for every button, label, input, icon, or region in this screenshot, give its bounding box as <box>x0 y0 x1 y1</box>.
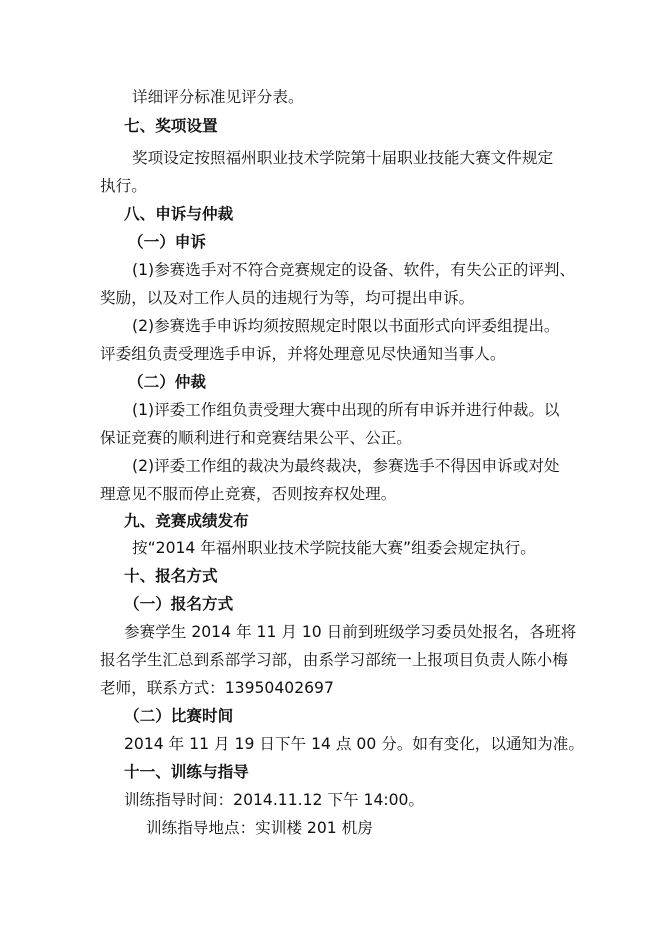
paragraph-line: 报名学生汇总到系部学习部，由系学习部统一上报项目负责人陈小梅 <box>100 651 568 669</box>
subsection-heading: （一）申诉 <box>128 233 206 251</box>
section-heading: 十、报名方式 <box>124 567 218 585</box>
subsection-heading: （二）比赛时间 <box>124 707 234 725</box>
paragraph-line: 理意见不服而停止竞赛，否则按弃权处理。 <box>100 485 397 503</box>
paragraph-line: (1)参赛选手对不符合竞赛规定的设备、软件，有失公正的评判、 <box>132 261 576 279</box>
paragraph-line: 执行。 <box>100 177 147 195</box>
section-heading: 七、奖项设置 <box>124 117 218 135</box>
paragraph-line: 老师，联系方式：13950402697 <box>100 679 334 697</box>
paragraph-line: 参赛学生 2014 年 11 月 10 日前到班级学习委员处报名，各班将 <box>124 623 577 641</box>
section-heading: 八、申诉与仲裁 <box>124 205 234 223</box>
paragraph-line: 详细评分标准见评分表。 <box>132 88 304 106</box>
paragraph-line: (2)评委工作组的裁决为最终裁决，参赛选手不得因申诉或对处 <box>132 457 560 475</box>
paragraph-line: 训练指导时间：2014.11.12 下午 14:00。 <box>124 791 425 809</box>
paragraph-line: 2014 年 11 月 19 日下午 14 点 00 分。如有变化，以通知为准。 <box>124 735 584 753</box>
paragraph-line: 评委组负责受理选手申诉，并将处理意见尽快通知当事人。 <box>100 345 506 363</box>
subsection-heading: （一）报名方式 <box>124 595 234 613</box>
paragraph-line: (2)参赛选手申诉均须按照规定时限以书面形式向评委组提出。 <box>132 317 560 335</box>
paragraph-line: 训练指导地点：实训楼 201 机房 <box>146 819 373 837</box>
subsection-heading: （二）仲裁 <box>128 373 206 391</box>
paragraph-line: 按“2014 年福州职业技术学院技能大赛”组委会规定执行。 <box>132 539 536 557</box>
paragraph-line: (1)评委工作组负责受理大赛中出现的所有申诉并进行仲裁。以 <box>132 401 560 419</box>
section-heading: 十一、训练与指导 <box>124 763 249 781</box>
paragraph-line: 奖励，以及对工作人员的违规行为等，均可提出申诉。 <box>100 289 475 307</box>
paragraph-line: 保证竞赛的顺利进行和竞赛结果公平、公正。 <box>100 429 412 447</box>
section-heading: 九、竞赛成绩发布 <box>124 512 249 530</box>
paragraph-line: 奖项设定按照福州职业技术学院第十届职业技能大赛文件规定 <box>132 149 554 167</box>
